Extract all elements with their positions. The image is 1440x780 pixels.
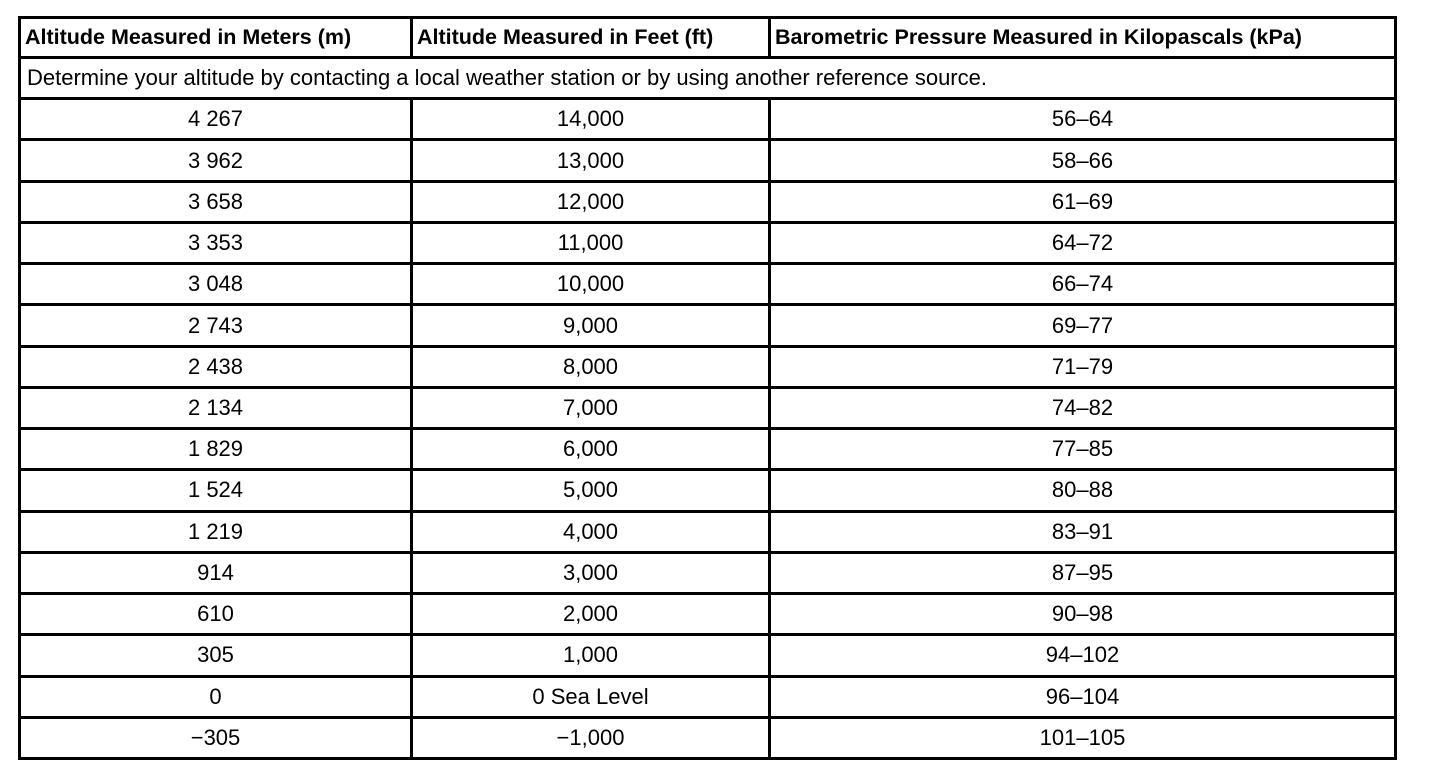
meters-cell: −305	[20, 717, 412, 758]
pressure-cell: 66–74	[770, 264, 1396, 305]
meters-cell: 2 743	[20, 305, 412, 346]
pressure-cell: 94–102	[770, 635, 1396, 676]
altitude-pressure-table	[18, 16, 1397, 760]
feet-cell: 12,000	[412, 181, 770, 222]
feet-cell: 4,000	[412, 511, 770, 552]
pressure-cell: 64–72	[770, 222, 1396, 263]
table-row	[20, 222, 1396, 263]
table-row	[20, 635, 1396, 676]
feet-cell: 8,000	[412, 346, 770, 387]
table-row	[20, 387, 1396, 428]
feet-cell: −1,000	[412, 717, 770, 758]
meters-cell: 1 829	[20, 429, 412, 470]
feet-cell: 10,000	[412, 264, 770, 305]
note-row	[20, 58, 1396, 99]
table-row	[20, 470, 1396, 511]
table-row	[20, 717, 1396, 758]
feet-cell: 1,000	[412, 635, 770, 676]
table-row	[20, 676, 1396, 717]
table-row	[20, 99, 1396, 140]
feet-cell: 5,000	[412, 470, 770, 511]
table-row	[20, 346, 1396, 387]
feet-cell: 0 Sea Level	[412, 676, 770, 717]
feet-cell: 14,000	[412, 99, 770, 140]
pressure-cell: 90–98	[770, 594, 1396, 635]
pressure-cell: 80–88	[770, 470, 1396, 511]
header-meters: Altitude Measured in Meters (m)	[20, 18, 412, 58]
table-body	[20, 58, 1396, 759]
meters-cell: 3 353	[20, 222, 412, 263]
feet-cell: 7,000	[412, 387, 770, 428]
meters-cell: 2 134	[20, 387, 412, 428]
meters-cell: 305	[20, 635, 412, 676]
meters-cell: 914	[20, 552, 412, 593]
table-row	[20, 181, 1396, 222]
pressure-cell: 83–91	[770, 511, 1396, 552]
feet-cell: 2,000	[412, 594, 770, 635]
pressure-cell: 74–82	[770, 387, 1396, 428]
note-cell: Determine your altitude by contacting a local weather station or by using another reference source.	[20, 58, 1396, 99]
meters-cell: 610	[20, 594, 412, 635]
table-row	[20, 264, 1396, 305]
table-row	[20, 552, 1396, 593]
feet-cell: 13,000	[412, 140, 770, 181]
header-feet: Altitude Measured in Feet (ft)	[412, 18, 770, 58]
pressure-cell: 56–64	[770, 99, 1396, 140]
pressure-cell: 101–105	[770, 717, 1396, 758]
pressure-cell: 77–85	[770, 429, 1396, 470]
feet-cell: 11,000	[412, 222, 770, 263]
meters-cell: 3 962	[20, 140, 412, 181]
table-row	[20, 140, 1396, 181]
pressure-cell: 87–95	[770, 552, 1396, 593]
meters-cell: 1 524	[20, 470, 412, 511]
meters-cell: 4 267	[20, 99, 412, 140]
pressure-cell: 96–104	[770, 676, 1396, 717]
pressure-cell: 58–66	[770, 140, 1396, 181]
meters-cell: 2 438	[20, 346, 412, 387]
pressure-cell: 69–77	[770, 305, 1396, 346]
feet-cell: 3,000	[412, 552, 770, 593]
meters-cell: 0	[20, 676, 412, 717]
table-row	[20, 511, 1396, 552]
pressure-cell: 61–69	[770, 181, 1396, 222]
table-row	[20, 594, 1396, 635]
meters-cell: 3 048	[20, 264, 412, 305]
header-pressure: Barometric Pressure Measured in Kilopascals (kPa)	[770, 18, 1396, 58]
meters-cell: 3 658	[20, 181, 412, 222]
feet-cell: 9,000	[412, 305, 770, 346]
header-row	[20, 18, 1396, 58]
pressure-cell: 71–79	[770, 346, 1396, 387]
meters-cell: 1 219	[20, 511, 412, 552]
table-row	[20, 429, 1396, 470]
feet-cell: 6,000	[412, 429, 770, 470]
table-row	[20, 305, 1396, 346]
